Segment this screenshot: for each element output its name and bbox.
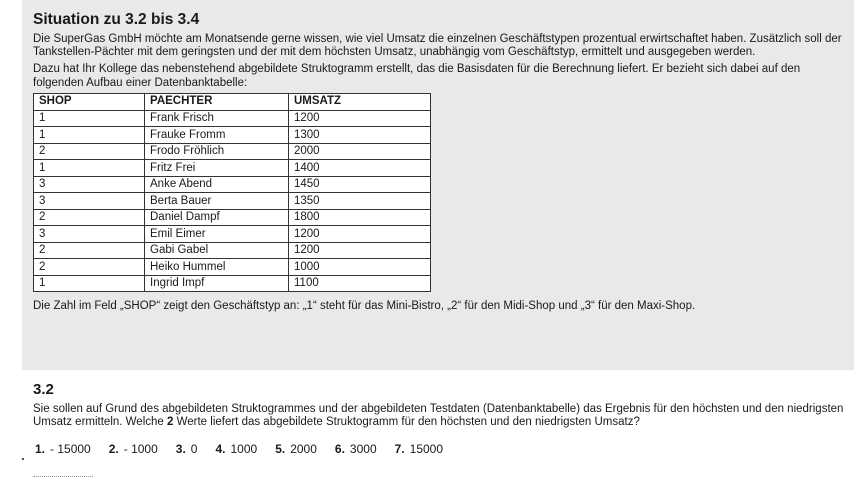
cell-umsatz: 1350 bbox=[289, 193, 431, 210]
answer-number: 5. bbox=[275, 442, 286, 456]
cell-paechter: Gabi Gabel bbox=[145, 242, 289, 259]
table-row bbox=[34, 275, 431, 292]
margin-mark bbox=[22, 458, 24, 460]
situation-section bbox=[33, 10, 845, 314]
cell-paechter: Frauke Fromm bbox=[145, 127, 289, 144]
answer-value: - 1000 bbox=[123, 442, 158, 456]
cell-shop: 3 bbox=[34, 193, 145, 210]
cell-umsatz: 1300 bbox=[289, 127, 431, 144]
answer-number: 3. bbox=[175, 442, 186, 456]
answer-value: 1000 bbox=[230, 442, 258, 456]
answer-number: 6. bbox=[334, 442, 345, 456]
cell-paechter: Ingrid Impf bbox=[145, 275, 289, 292]
header-umsatz: UMSATZ bbox=[289, 93, 431, 110]
answer-number: 2. bbox=[108, 442, 119, 456]
answer-option bbox=[35, 441, 91, 457]
table-row bbox=[34, 226, 431, 243]
cell-paechter: Frodo Fröhlich bbox=[145, 143, 289, 160]
cell-shop: 1 bbox=[34, 110, 145, 127]
task-text bbox=[33, 403, 845, 429]
table-row bbox=[34, 127, 431, 144]
cell-umsatz: 1100 bbox=[289, 275, 431, 292]
answer-value: 0 bbox=[190, 442, 198, 456]
cell-shop: 2 bbox=[34, 209, 145, 226]
cell-shop: 1 bbox=[34, 127, 145, 144]
cell-umsatz: 1200 bbox=[289, 242, 431, 259]
header-shop: SHOP bbox=[34, 93, 145, 110]
cell-umsatz: 1200 bbox=[289, 226, 431, 243]
table-row bbox=[34, 143, 431, 160]
cell-paechter: Emil Eimer bbox=[145, 226, 289, 243]
situation-paragraph-2: Dazu hat Ihr Kollege das nebenstehend abgebildete Struktogramm erstellt, das die Basisdaten für die Berechnung liefert. Er bezieht sich dabei auf den folgenden Aufbau einer Datenbanktabelle: bbox=[33, 63, 801, 89]
cell-umsatz: 1800 bbox=[289, 209, 431, 226]
answer-option bbox=[109, 441, 158, 457]
situation-paragraph-1: Die SuperGas GmbH möchte am Monatsende gerne wissen, wie viel Umsatz die einzelnen Geschäftstypen prozentual erwirtschaftet haben. Zusätzlich soll der Tankstellen-Pächter mit dem geringsten und der mit dem höchsten Umsatz, unabhängig vom Geschäftstyp, ermittelt und ausgegeben werden. bbox=[33, 33, 842, 59]
task-text-before: Sie sollen auf Grund des abgebildeten Struktogrammes und der abgebildeten Testdaten (Datenbanktabelle) das Ergebnis für den höchsten und den niedrigsten Umsatz ermitteln. Welche bbox=[33, 403, 844, 429]
task-text-bold: 2 bbox=[167, 416, 174, 429]
cell-paechter: Anke Abend bbox=[145, 176, 289, 193]
answer-option bbox=[275, 441, 317, 457]
answer-option bbox=[395, 441, 443, 457]
answer-option bbox=[176, 441, 198, 457]
cell-umsatz: 1400 bbox=[289, 160, 431, 177]
cell-paechter: Berta Bauer bbox=[145, 193, 289, 210]
cell-shop: 2 bbox=[34, 143, 145, 160]
table-row bbox=[34, 176, 431, 193]
cell-umsatz: 1200 bbox=[289, 110, 431, 127]
task-heading: 3.2 bbox=[33, 381, 54, 398]
answer-number: 4. bbox=[215, 442, 226, 456]
answer-value: 3000 bbox=[349, 442, 377, 456]
cell-umsatz: 1000 bbox=[289, 259, 431, 276]
answer-value: - 15000 bbox=[50, 442, 91, 456]
table-header-row bbox=[34, 93, 431, 110]
cell-umsatz: 1450 bbox=[289, 176, 431, 193]
answer-number: 1. bbox=[35, 442, 46, 456]
shop-type-note: Die Zahl im Feld „SHOP“ zeigt den Geschäftstyp an: „1“ steht für das Mini-Bistro, „2“ für den Midi-Shop und „3“ für den Maxi-Shop. bbox=[33, 300, 696, 313]
database-table bbox=[33, 93, 431, 293]
cell-shop: 1 bbox=[34, 160, 145, 177]
cell-shop: 2 bbox=[34, 259, 145, 276]
cell-shop: 1 bbox=[34, 275, 145, 292]
answer-options bbox=[35, 441, 461, 457]
answer-option bbox=[215, 441, 257, 457]
table-row bbox=[34, 160, 431, 177]
answer-option bbox=[335, 441, 377, 457]
footer-fragment bbox=[33, 476, 93, 482]
table-row bbox=[34, 193, 431, 210]
answer-value: 2000 bbox=[290, 442, 317, 456]
table-row bbox=[34, 209, 431, 226]
table-row bbox=[34, 259, 431, 276]
task-text-after: Werte liefert das abgebildete Struktogramm für den höchsten und den niedrigsten Umsatz? bbox=[173, 416, 640, 429]
table-row bbox=[34, 242, 431, 259]
cell-shop: 3 bbox=[34, 226, 145, 243]
answer-number: 7. bbox=[394, 442, 405, 456]
cell-shop: 3 bbox=[34, 176, 145, 193]
answer-value: 15000 bbox=[409, 442, 444, 456]
cell-umsatz: 2000 bbox=[289, 143, 431, 160]
cell-paechter: Frank Frisch bbox=[145, 110, 289, 127]
situation-heading: Situation zu 3.2 bis 3.4 bbox=[33, 11, 200, 28]
cell-paechter: Heiko Hummel bbox=[145, 259, 289, 276]
header-paechter: PAECHTER bbox=[145, 93, 289, 110]
cell-paechter: Daniel Dampf bbox=[145, 209, 289, 226]
table-row bbox=[34, 110, 431, 127]
cell-shop: 2 bbox=[34, 242, 145, 259]
cell-paechter: Fritz Frei bbox=[145, 160, 289, 177]
